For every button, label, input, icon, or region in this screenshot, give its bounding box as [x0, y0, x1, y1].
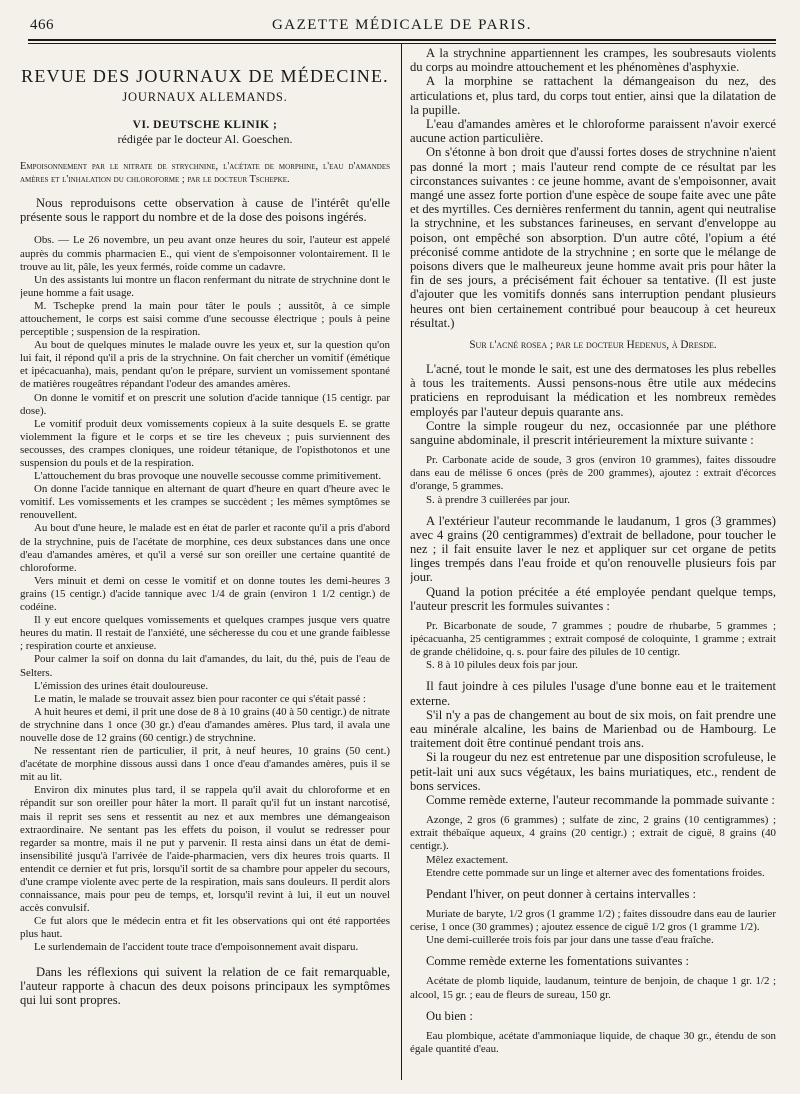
article-heading: Empoisonnement par le nitrate de strychnine, l'acétate de morphine, l'eau d'amandes amères et l'inhalation du chloroforme ; par le docteur Tschepke.	[20, 161, 390, 185]
header-rule	[28, 39, 776, 41]
prescription-3: Azonge, 2 gros (6 grammes) ; sulfate de zinc, 2 grains (10 centigrammes) ; extrait thébaïque aqueux, 4 grains (20 centigr.) ; extrait de ciguë, 8 grains (40 centigr.).	[410, 814, 776, 853]
prescription-3-usage: Etendre cette pommade sur un linge et alterner avec des fomentations froides.	[426, 866, 765, 879]
subsection-title: JOURNAUX ALLEMANDS.	[122, 90, 288, 104]
paragraph: On s'étonne à bon droit que d'aussi fortes doses de strychnine n'aient pas donné la mort ; mais l'auteur rend compte de ce résultat par les circonstances suivantes : ce jeune homme, avant de s'empoisonner, avait mangé une assez forte portion d'une espèce de soupe faite avec une pâte et des myrtilles. Ces dernières renferment du tannin, agent qui neutralise la strychnine, et les substances farineuses, en servant d'enveloppe au poison, ont empêché son absorption. D'un autre côté, l'opium a été préconisé comme antidote de la strychnine ; en sorte que le mélange de poisons divers que le malheureux jeune homme avait pris pour hâter la fin de ses jours, a précisément fait échouer sa tentative. (Il est juste d'ajouter que les vomitifs donnés sans interruption pendant plusieurs heures ont bien certainement contribué pour beaucoup à cet heureux résultat.)	[410, 145, 776, 330]
section-title: REVUE DES JOURNAUX DE MÉDECINE.	[21, 66, 389, 86]
header-rule-thin	[28, 43, 776, 44]
closing-paragraph: Dans les réflexions qui suivent la relation de ce fait remarquable, l'auteur rapporte à chacun des deux poisons principaux les symptômes qui lui sont propres.	[20, 964, 390, 1007]
paragraph: Contre la simple rougeur du nez, occasionnée par une pléthore sanguine abdominale, il prescrit intérieurement la mixture suivante :	[410, 418, 776, 448]
observation-paragraph: Il y eut encore quelques vomissements et quelques crampes jusque vers quatre heures du matin. Il restait de l'anxiété, une sécheresse du cou et une grande faiblesse ; respiration courte et anxieuse.	[20, 614, 390, 653]
paragraph: L'acné, tout le monde le sait, est une des dermatoses les plus rebelles à tous les traitements. Aussi pensons-nous être utile aux médecins praticiens en reproduisant la médication et les nombreux remèdes employés par l'auteur depuis quarante ans.	[410, 362, 776, 419]
observation-paragraph: Pour calmer la soif on donna du lait d'amandes, du lait, du thé, puis de l'eau de Selters.	[20, 653, 390, 679]
prescription-2-dose: S. 8 à 10 pilules deux fois par jour.	[426, 659, 578, 672]
observation-paragraph: Au bout de quelques minutes le malade ouvre les yeux et, sur la question qu'on lui fait, il répond qu'il a pris de la strychnine. On fait chercher un vomitif (émétique et ipécacuanha), mais, pendant qu'on le prépare, survient un vomissement spontané de matières rougeâtres répandant l'odeur des amandes amères.	[20, 339, 390, 391]
fomentations-paragraph: Comme remède externe les fomentations suivantes :	[426, 954, 689, 969]
acne-intro-paragraphs	[410, 362, 776, 447]
article2-title: Sur l'acné rosea ; par le docteur Hedenus, à Dresde.	[469, 339, 717, 352]
external-treatment-paragraphs	[410, 514, 776, 613]
prescription-4-dose: Une demi-cuillerée trois fois par jour dans une tasse d'eau fraîche.	[426, 934, 714, 947]
paragraph: Si la rougeur du nez est entretenue par une disposition scrofuleuse, le petit-lait uni aux sucs végétaux, les bains muriatiques, etc., rendent de bons services.	[410, 750, 776, 793]
observation-paragraph: Au bout d'une heure, le malade est en état de parler et raconte qu'il a pris d'abord de la strychnine, puis de l'acétate de morphine, ces deux substances dans une once d'eau d'amandes amères, et qu'il a versé sur son oreiller une certaine quantité de chloroforme.	[20, 522, 390, 574]
observation-paragraph: L'attouchement du bras provoque une nouvelle secousse comme primitivement.	[34, 470, 382, 483]
paragraph: Quand la potion précitée a été employée pendant quelque temps, l'auteur prescrit les formules suivantes :	[410, 584, 776, 613]
paragraph: A la strychnine appartiennent les crampes, les soubresauts violents du corps au moindre attouchement et les phénomènes d'asphyxie.	[410, 46, 776, 75]
observation-paragraph: On donne le vomitif et on prescrit une solution d'acide tannique (15 centigr. par dose).	[20, 391, 390, 417]
byline: rédigée par le docteur Al. Goeschen.	[117, 132, 293, 146]
paragraph: L'eau d'amandes amères et le chloroforme paraissent n'avoir exercé aucune action particulière.	[410, 117, 776, 146]
right-top-paragraphs	[410, 46, 776, 330]
observation-paragraph: Un des assistants lui montre un flacon renfermant du nitrate de strychnine dont le jeune homme a fait usage.	[20, 273, 390, 299]
treatment-paragraphs	[410, 679, 776, 807]
winter-paragraph: Pendant l'hiver, on peut donner à certains intervalles :	[426, 886, 696, 901]
observation-paragraph: M. Tschepke prend la main pour tâter le pouls ; aussitôt, à ce simple attouchement, le corps est saisi comme d'une secousse électrique ; pouls à peine perceptible ; suspension de la respiration.	[20, 299, 390, 339]
intro-paragraph: Nous reproduisons cette observation à cause de l'intérêt qu'elle présente sous le rapport du nombre et de la dose des poisons ingérés.	[20, 196, 390, 225]
observation-paragraph: Le surlendemain de l'accident toute trace d'empoisonnement avait disparu.	[34, 941, 359, 954]
paragraph: Il faut joindre à ces pilules l'usage d'une bonne eau et le traitement externe.	[410, 679, 776, 708]
observation-paragraphs	[20, 234, 390, 954]
page-header	[28, 14, 776, 40]
observation-paragraph: Obs. — Le 26 novembre, un peu avant onze heures du soir, l'auteur est appelé auprès du commis pharmacien E., qui vient de s'empoisonner volontairement. Il le trouve au lit, pâle, les yeux fermés, roide comme un cadavre.	[20, 234, 390, 273]
prescription-6: Eau plombique, acétate d'ammoniaque liquide, de chaque 30 gr., étendu de son égale quantité d'eau.	[410, 1029, 776, 1055]
observation-paragraph: Ce fut alors que le médecin entra et fit les observations qui ont été rapportées plus haut.	[20, 915, 390, 941]
observation-paragraph: L'émission des urines était douloureuse.	[34, 679, 209, 692]
or-paragraph: Ou bien :	[426, 1008, 473, 1023]
observation-paragraph: Environ dix minutes plus tard, il se rappela qu'il avait du chloroforme et en répandit sur son oreiller pour hâter la mort. Il paraît qu'il fut un instant narcotisé, mais il reprit ses sens et ressentit au nez et aux membres une démangeaison extraordinaire. Ne sentant pas les effets du poison, il voulut se redresser pour regarder sa montre, mais il ne put y parvenir. Il resta ainsi dans un état de demi-insensibilité jusqu'à l'arrivée de l'aide-pharmacien, vers dix heures trois quarts. Il entendit ce dernier et fut pris, lorsqu'il sortit de sa chambre pour appeler du secours, d'une crampe violente avec perte de la respiration, mais sans douleurs. Il perdit alors connaissance, mais pour peu de temps, et, lorsqu'il revint à lui, il eut un nouvel accès convulsif.	[20, 784, 390, 915]
observation-paragraph: Le matin, le malade se trouvait assez bien pour raconter ce qui s'était passé :	[34, 692, 366, 705]
journal-heading: VI. DEUTSCHE KLINIK ;	[132, 119, 278, 131]
observation-paragraph: Ne ressentant rien de particulier, il prit, à neuf heures, 10 grains (50 cent.) d'acétate de morphine dissous aussi dans 1 once d'eau d'amandes amères, puis il se mit au lit.	[20, 745, 390, 784]
observation-paragraph: Vers minuit et demi on cesse le vomitif et on donne toutes les demi-heures 3 grains (15 centigr.) d'acide tannique avec 1/4 de grain (environ 1 1/2 centigr.) de codéine.	[20, 574, 390, 614]
paragraph: Comme remède externe, l'auteur recommande la pommade suivante :	[426, 793, 775, 808]
left-column	[20, 46, 390, 1086]
prescription-1-dose: S. à prendre 3 cuillerées par jour.	[426, 493, 570, 506]
observation-paragraph: A huit heures et demi, il prit une dose de 8 à 10 grains (40 à 50 centigr.) de nitrate de strychnine dans 1 once (30 gr.) d'eau d'amandes amères. Plus tard, il avala une nouvelle dose de 12 grains (60 centigr.) de strychnine.	[20, 705, 390, 744]
prescription-1: Pr. Carbonate acide de soude, 3 gros (environ 10 grammes), faites dissoudre dans eau de mélisse 6 onces (près de 200 grammes), ajoutez : extrait d'écorces d'orange, 5 grammes.	[410, 454, 776, 493]
observation-paragraph: On donne l'acide tannique en alternant de quart d'heure en quart d'heure avec le vomitif. Les vomissements et les crampes se succèdent ; les mêmes symptômes se renouvellent.	[20, 483, 390, 522]
page-number: 466	[30, 17, 54, 33]
paragraph: A l'extérieur l'auteur recommande le laudanum, 1 gros (3 grammes) avec 4 grains (20 centigrammes) d'extrait de belladone, pour toucher le nez ; il fait ensuite laver le nez et appliquer sur cet organe de petits linges trempés dans l'eau froide et qu'on renouvelle plusieurs fois par jour.	[410, 513, 776, 585]
column-separator	[401, 44, 402, 1080]
right-column	[410, 46, 776, 1086]
prescription-2: Pr. Bicarbonate de soude, 7 grammes ; poudre de rhubarbe, 5 grammes ; ipécacuanha, 25 centigrammes ; extrait composé de coloquinte, 1 gramme ; extrait de grande chélidoine, q. s. pour faire des pilules de 10 centigr.	[410, 620, 776, 659]
prescription-3-note: Mêlez exactement.	[426, 853, 509, 866]
prescription-4: Muriate de baryte, 1/2 gros (1 gramme 1/2) ; faites dissoudre dans eau de laurier cerise, 1 once (30 grammes) ; ajoutez essence de ciguë 1/2 gros (1 gramme 1/2).	[410, 907, 776, 934]
prescription-5: Acétate de plomb liquide, laudanum, teinture de benjoin, de chaque 1 gr. 1/2 ; alcool, 15 gr. ; eau de fleurs de sureau, 150 gr.	[410, 975, 776, 1001]
paragraph: A la morphine se rattachent la démangeaison du nez, des articulations et, plus tard, du corps tout entier, ainsi que la dilatation de la pupille.	[410, 74, 776, 117]
journal-title: GAZETTE MÉDICALE DE PARIS.	[271, 17, 533, 33]
observation-paragraph: Le vomitif produit deux vomissements copieux à la suite desquels E. se gratte violemment la figure et le corps et se tire les cheveux ; puis surviennent des secousses, des crampes cloniques, une roideur tétanique, de l'opisthotonos et une suspension du pouls et de la respiration.	[20, 417, 390, 469]
paragraph: S'il n'y a pas de changement au bout de six mois, on fait prendre une eau minérale alcaline, les bains de Marienbad ou de Hambourg. Le traitement doit être continué pendant trois ans.	[410, 707, 776, 751]
